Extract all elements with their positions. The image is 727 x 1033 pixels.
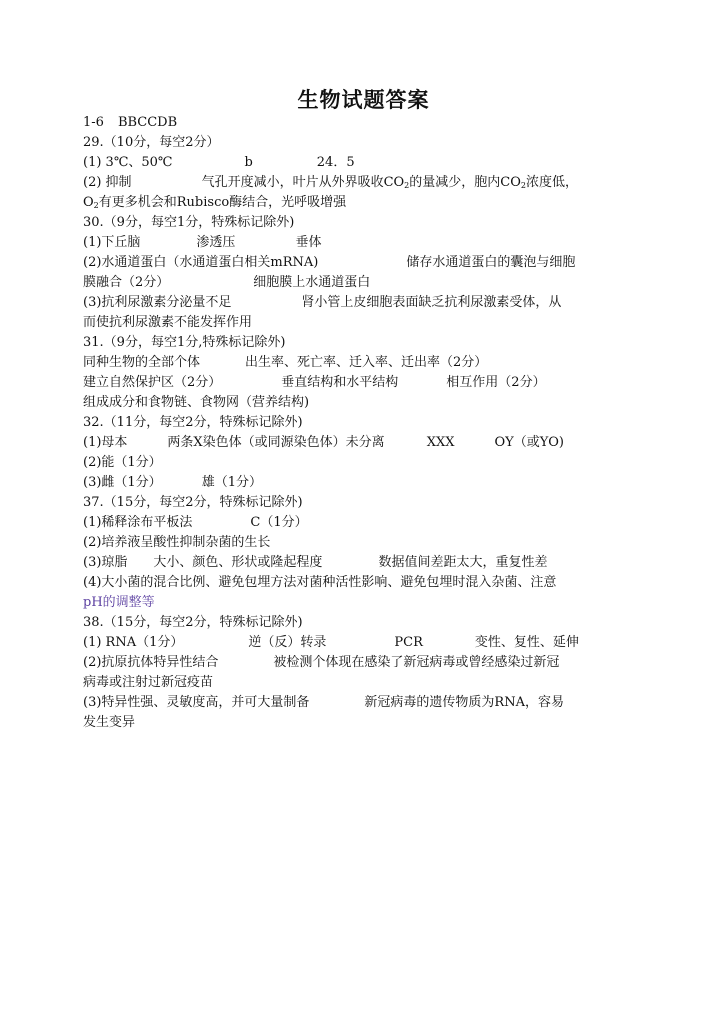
answer-29-2-text-1: 气孔开度减小，叶片从外界吸收CO (201, 175, 405, 190)
answer-32-1-c: XXX (426, 435, 455, 450)
answer-32-1-d: OY（或YO) (494, 435, 565, 450)
answer-body (83, 113, 643, 733)
answer-38-2-a: (2)抗原抗体特异性结合 (83, 655, 219, 670)
answer-line-38-3 (83, 693, 643, 713)
answer-line-30-3 (83, 293, 643, 313)
answer-line-30-3-cont: 而使抗利尿激素不能发挥作用 (83, 315, 253, 330)
answer-line-29-1 (83, 153, 643, 173)
answer-30-2-a: (2)水通道蛋白（水通道蛋白相关mRNA) (83, 255, 319, 270)
answer-line-q1-6 (83, 113, 643, 133)
answer-line-37-3 (83, 553, 643, 573)
answer-29-1-c: 24．5 (316, 155, 355, 170)
answer-30-2-c: 膜融合（2分） (83, 275, 170, 290)
question-header-37: 37.（15分，每空2分，特殊标记除外) (83, 495, 303, 510)
answer-32-1-a: (1)母本 (83, 435, 128, 450)
answer-37-3-c: 数据值间差距太大，重复性差 (378, 555, 548, 570)
answer-29-1-b: b (244, 155, 253, 170)
answer-line-38-2-cont: 病毒或注射过新冠疫苗 (83, 675, 214, 690)
answer-30-2-b: 储存水通道蛋白的囊泡与细胞 (406, 255, 576, 270)
answer-30-2-d: 细胞膜上水通道蛋白 (253, 275, 371, 290)
answer-37-1-b: C（1分） (250, 515, 308, 530)
answer-38-1-a: (1) RNA（1分） (83, 635, 184, 650)
answer-37-1-a: (1)稀释涂布平板法 (83, 515, 193, 530)
answer-32-1-b: 两条X染色体（或同源染色体）未分离 (167, 435, 385, 450)
answer-31-2-a: 建立自然保护区（2分） (83, 375, 222, 390)
answer-30-1-c: 垂体 (295, 235, 322, 250)
answer-30-1-b: 渗透压 (196, 235, 236, 250)
answer-line-32-1 (83, 433, 643, 453)
answer-38-2-b: 被检测个体现在感染了新冠病毒或曾经感染过新冠 (273, 655, 560, 670)
answer-line-32-3 (83, 473, 643, 493)
answer-37-3-a: (3)琼脂 (83, 555, 128, 570)
question-header-29: 29.（10分，每空2分） (83, 135, 220, 150)
answer-37-3-b: 大小、颜色、形状或隆起程度 (153, 555, 323, 570)
answer-30-1-a: (1)下丘脑 (83, 235, 141, 250)
answer-38-1-d: 变性、复性、延伸 (474, 635, 579, 650)
answer-31-1-b: 出生率、死亡率、迁入率、迁出率（2分） (245, 355, 488, 370)
answer-line-37-4: (4)大小菌的混合比例、避免包埋方法对菌种活性影响、避免包埋时混入杂菌、注意 (83, 575, 557, 590)
question-header-31: 31.（9分，每空1分,特殊标记除外) (83, 335, 286, 350)
answer-line-30-2-cont (83, 273, 643, 293)
answer-line-30-1 (83, 233, 643, 253)
page-title: 生物试题答案 (297, 88, 430, 112)
answer-line-31-2 (83, 373, 643, 393)
answer-38-1-c: PCR (394, 635, 423, 650)
answer-line-38-3-cont: 发生变异 (83, 715, 136, 730)
answer-38-1-b: 逆（反）转录 (248, 635, 327, 650)
answer-30-3-b: 肾小管上皮细胞表面缺乏抗利尿激素受体，从 (301, 295, 562, 310)
answer-31-2-b: 垂直结构和水平结构 (281, 375, 399, 390)
answer-32-3-a: (3)雌（1分） (83, 475, 162, 490)
answer-29-2-text-2: 的量减少，胞内CO (409, 175, 521, 190)
answer-29-1-a: (1) 3℃、50℃ (83, 155, 173, 170)
subscript-2: 2 (404, 181, 410, 190)
answer-29-2-a: (2) 抑制 (83, 175, 132, 190)
answer-line-30-2 (83, 253, 643, 273)
subscript-2: 2 (520, 181, 526, 190)
answer-line-37-4-cont: pH的调整等 (83, 595, 155, 610)
answer-line-31-3: 组成成分和食物链、食物网（营养结构) (83, 395, 310, 410)
answer-line-29-2-cont (83, 193, 643, 213)
question-range: 1-6 (83, 115, 104, 130)
answer-32-3-b: 雄（1分） (201, 475, 262, 490)
answer-line-29-2 (83, 173, 643, 193)
question-header-32: 32.（11分，每空2分，特殊标记除外) (83, 415, 303, 430)
answer-line-37-2: (2)培养液呈酸性抑制杂菌的生长 (83, 535, 271, 550)
answer-31-2-c: 相互作用（2分） (446, 375, 546, 390)
choice-answers: BBCCDB (117, 115, 178, 130)
answer-line-38-1 (83, 633, 643, 653)
answer-29-2-text-5: 有更多机会和Rubisco酶结合，光呼吸增强 (98, 195, 347, 210)
answer-38-3-a: (3)特异性强、灵敏度高，并可大量制备 (83, 695, 310, 710)
answer-38-3-b: 新冠病毒的遗传物质为RNA，容易 (364, 695, 564, 710)
answer-line-32-2: (2)能（1分） (83, 455, 162, 470)
question-header-30: 30.（9分，每空1分，特殊标记除外) (83, 215, 295, 230)
answer-line-38-2 (83, 653, 643, 673)
answer-31-1-a: 同种生物的全部个体 (83, 355, 201, 370)
answer-30-3-a: (3)抗利尿激素分泌量不足 (83, 295, 232, 310)
answer-29-2-text-3: 浓度低， (525, 175, 578, 190)
question-header-38: 38.（15分，每空2分，特殊标记除外) (83, 615, 303, 630)
answer-line-31-1 (83, 353, 643, 373)
answer-29-2-text-4: O (83, 195, 94, 210)
subscript-2: 2 (93, 201, 99, 210)
answer-line-37-1 (83, 513, 643, 533)
